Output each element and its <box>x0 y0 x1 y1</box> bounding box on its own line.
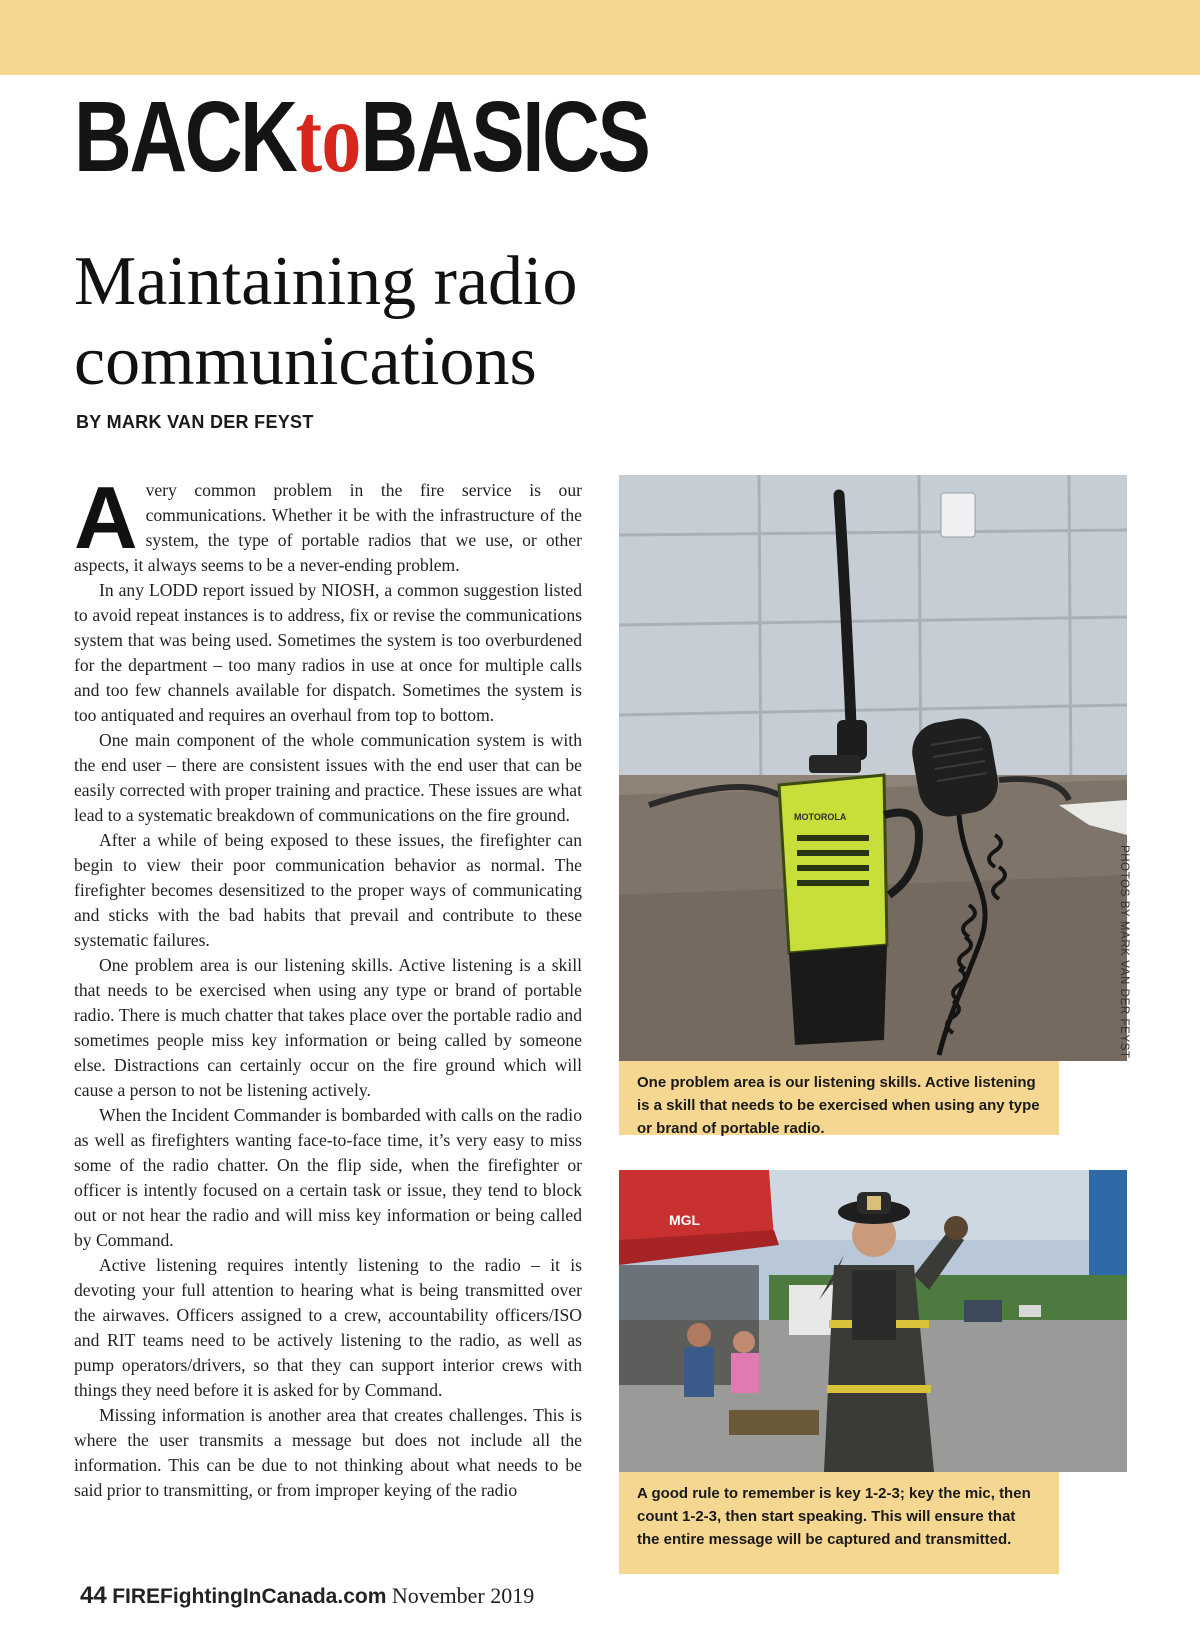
paragraph-6: When the Incident Commander is bombarded with calls on the radio as well as firefighters wanting face-to-face time, it’s very easy to miss some of the radio chatter. On the flip side, when the firefighter or officer is intently focused on a certain task or issue, they tend to block out or not hear the radio and will miss key information or being called by Command. <box>74 1105 582 1250</box>
footer-issue-date: November 2019 <box>391 1583 535 1608</box>
photo-firefighter <box>619 1170 1127 1472</box>
paragraph-1 <box>74 468 582 578</box>
radio-photo-illustration <box>619 475 1127 1061</box>
tent-brand-label: MGL <box>669 1212 701 1228</box>
radio-brand-label: MOTOROLA <box>794 812 847 822</box>
paragraph-7: Active listening requires intently listening to the radio – it is devoting your full attention to hearing what is being transmitted over the airwaves. Officers assigned to a crew, accountability officers/ISO and RIT teams need to be actively listening to the radio, as well as pump operators/drivers, so that they can support interior crews with things they need before it is asked for by Command. <box>74 1255 582 1400</box>
article-headline: Maintaining radio communications <box>74 243 578 400</box>
footer-site: FIREFightingInCanada.com <box>112 1585 387 1608</box>
firefighter-photo-illustration <box>619 1170 1127 1472</box>
article-body <box>74 468 582 1503</box>
paragraph-1-text: very common problem in the fire service is our communications. Whether it be with the infrastructure of the system, the type of portable radios that we use, or other aspects, it always seems to be a never-ending problem. <box>74 480 582 575</box>
paragraph-8: Missing information is another area that creates challenges. This is where the user transmits a message but does not include all the information. This can be due to not thinking about what needs to be said prior to transmitting, or from improper keying of the radio <box>74 1405 582 1500</box>
caption-radio-photo: One problem area is our listening skills. Active listening is a skill that needs to be exercised when using any type or brand of portable radio. <box>619 1061 1059 1135</box>
photo-credit: PHOTOS BY MARK VAN DER FEYST <box>1118 845 1130 1059</box>
paragraph-3: One main component of the whole communication system is with the end user – there are consistent issues with the end user that can be easily corrected with proper training and practice. These issues are what lead to a systematic breakdown of communications on the fire ground. <box>74 730 582 825</box>
section-title-basics: BASICS <box>360 81 649 193</box>
paragraph-4: After a while of being exposed to these issues, the firefighter can begin to view their poor communication behavior as normal. The firefighter becomes desensitized to the proper ways of communicating and sticks with the bad habits that prevail and contribute to these systematic failures. <box>74 830 582 950</box>
section-title-back: BACK <box>74 81 296 193</box>
paragraph-5: One problem area is our listening skills. Active listening is a skill that needs to be exercised when using any type or brand of portable radio. There is much chatter that takes place over the portable radio and sometimes people miss key information or being called by someone else. Distractions can certainly occur on the fire ground which will cause a person to not be listening actively. <box>74 955 582 1100</box>
top-color-band <box>0 0 1200 75</box>
photo-portable-radio <box>619 475 1127 1061</box>
page-footer <box>80 1582 534 1610</box>
page-number: 44 <box>80 1582 107 1609</box>
drop-cap: A <box>74 468 138 567</box>
section-title-to: to <box>295 82 361 193</box>
paragraph-2: In any LODD report issued by NIOSH, a common suggestion listed to avoid repeat instances is to address, fix or revise the communications system that was being used. Sometimes the system is too overburdened for the department – too many radios in use at once for multiple calls and too few channels available for dispatch. Sometimes the system is too antiquated and requires an overhaul from top to bottom. <box>74 580 582 725</box>
caption-firefighter-photo: A good rule to remember is key 1-2-3; key the mic, then count 1-2-3, then start speaking. This will ensure that the entire message will be captured and transmitted. <box>619 1472 1059 1574</box>
section-title <box>74 82 648 193</box>
byline: BY MARK VAN DER FEYST <box>76 412 314 432</box>
